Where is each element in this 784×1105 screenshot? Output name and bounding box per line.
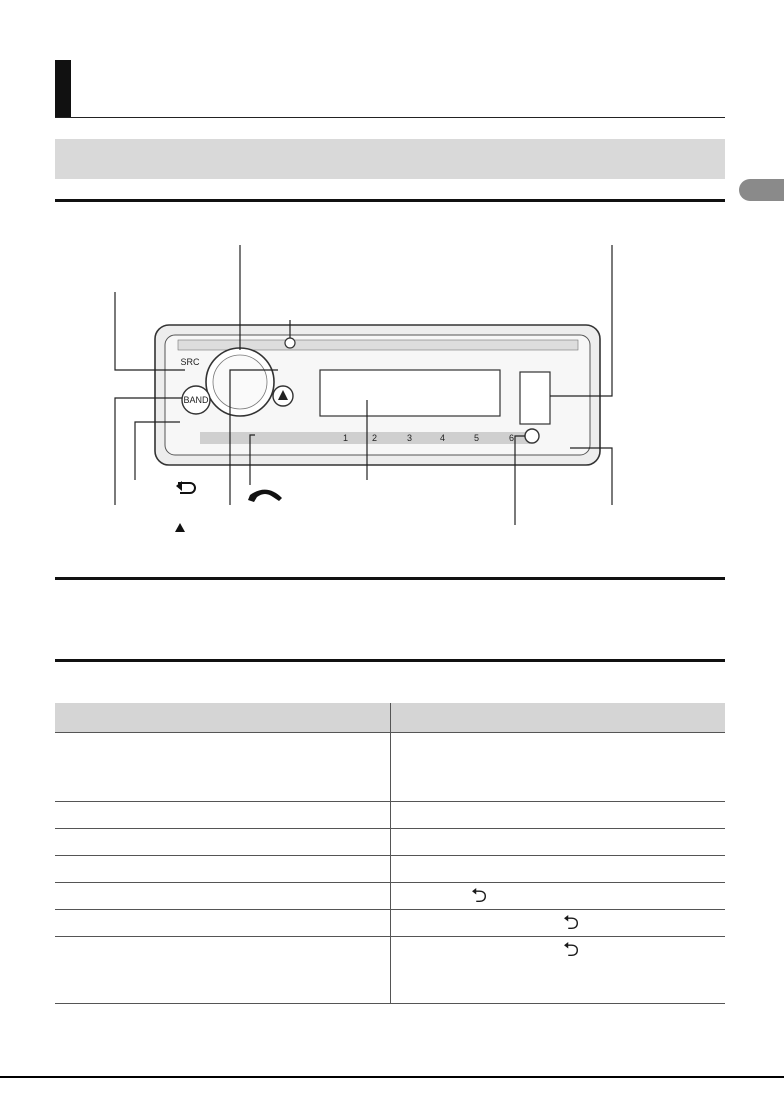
table-row — [55, 910, 725, 937]
section-divider-2 — [55, 577, 725, 580]
display-window — [320, 370, 500, 416]
back-arrow-icon: ⮌ — [471, 885, 488, 907]
preset-1: 1 — [343, 433, 349, 443]
detach-button — [285, 338, 295, 348]
back-arrow-icon: ⮌ — [563, 939, 580, 961]
settings-table — [55, 703, 725, 1004]
head-unit-illustration — [100, 240, 640, 540]
table-row — [55, 856, 725, 883]
preset-3: 3 — [407, 433, 413, 443]
table-row — [55, 937, 725, 1004]
table-header-col-1 — [55, 703, 391, 733]
table-row — [55, 733, 725, 802]
chapter-underline — [55, 117, 725, 118]
preset-6: 6 — [509, 433, 515, 443]
src-label: SRC — [180, 357, 200, 367]
band-label: BAND — [183, 395, 209, 405]
section-divider-3 — [55, 659, 725, 662]
table-row — [55, 802, 725, 829]
chapter-marker — [55, 60, 71, 118]
phone-icon — [248, 490, 282, 502]
usb-port — [520, 372, 550, 424]
up-arrow-icon — [175, 523, 185, 532]
preset-5: 5 — [474, 433, 480, 443]
table-row — [55, 829, 725, 856]
section-heading-band — [55, 139, 725, 179]
thumb-index-tab — [739, 179, 784, 201]
page-footer-rule — [0, 1076, 784, 1078]
aux-jack — [525, 429, 539, 443]
section-divider — [55, 199, 725, 202]
back-arrow-icon: ⮌ — [563, 912, 580, 934]
preset-2: 2 — [372, 433, 378, 443]
table-row — [55, 883, 725, 910]
preset-4: 4 — [440, 433, 446, 443]
table-header-col-2 — [391, 703, 726, 733]
